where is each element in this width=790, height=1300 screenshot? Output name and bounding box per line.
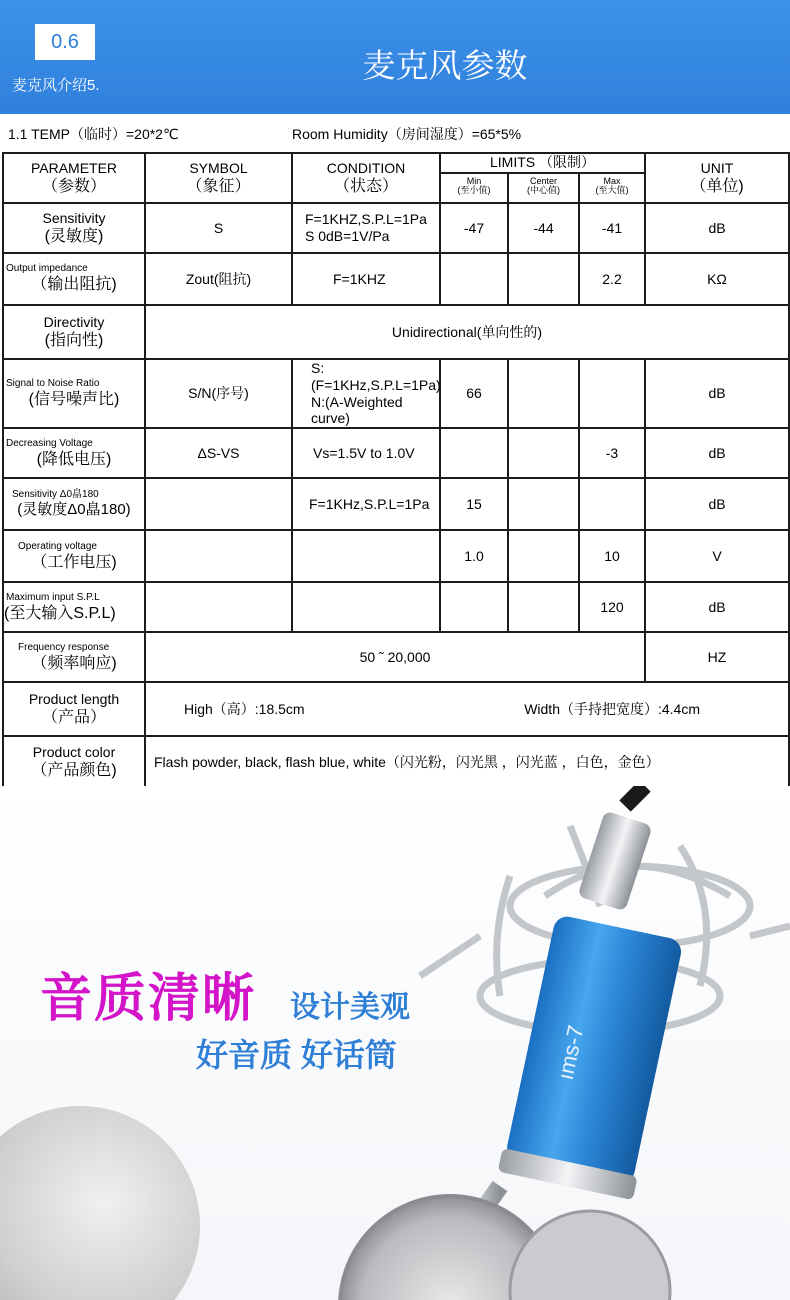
param-cn: （频率响应): [31, 654, 117, 672]
header-condition-en: CONDITION: [326, 160, 406, 176]
header-symbol-en: SYMBOL: [189, 160, 248, 176]
param-cell: [3, 582, 145, 632]
center-cell: [508, 582, 579, 632]
unit-cell: dB: [645, 478, 789, 530]
mic-brand-label: ıms-7: [552, 1023, 589, 1083]
max-cell: [579, 359, 645, 428]
condition-cell: [292, 203, 440, 253]
unit-cell: dB: [645, 582, 789, 632]
header-limits-title: LIMITS （限制）: [441, 154, 644, 174]
param-cell: [3, 203, 145, 253]
param-en: Sensitivity: [42, 210, 106, 226]
param-cn: (信号噪声比): [28, 391, 120, 408]
header-condition-cn: （状态）: [333, 177, 398, 195]
condition-line: S:(F=1KHz,S.P.L=1Pa): [311, 360, 441, 393]
condition-line: S 0dB=1V/Pa: [305, 228, 390, 244]
param-cell: [3, 253, 145, 305]
param-cell: [3, 530, 145, 582]
symbol-cell: S: [145, 203, 292, 253]
param-cell: [3, 632, 145, 682]
table-row-max-input-spl: [3, 582, 789, 632]
param-en: Product color: [32, 744, 116, 761]
condition-line: F=1KHz,S.P.L=1Pa: [309, 495, 430, 512]
param-cell: [3, 428, 145, 478]
header-symbol: [145, 153, 292, 203]
header-banner: [0, 0, 790, 114]
cable-icon: [625, 786, 645, 806]
param-cn: (灵敏度): [44, 227, 104, 245]
header-center-en: Center: [529, 176, 557, 186]
header-center: [509, 174, 580, 202]
condition-line: F=1KHZ: [333, 270, 386, 287]
header-max-en: Max: [603, 176, 621, 186]
min-cell: [440, 253, 508, 305]
header-min-cn: (至小值): [457, 185, 491, 196]
param-cn: （工作电压): [31, 553, 117, 571]
section-badge: 0.6: [35, 24, 95, 60]
condition-cell: [292, 359, 440, 428]
param-en: Decreasing Voltage: [6, 437, 93, 449]
center-cell: [508, 530, 579, 582]
header-symbol-cn: （象征）: [186, 177, 251, 195]
header-min-en: Min: [466, 176, 482, 186]
table-row-product-length: [3, 682, 789, 736]
param-cn: （产品颜色): [31, 761, 117, 779]
condition-cell: [292, 530, 440, 582]
merged-value-cell: 50 ˜ 20,000: [145, 632, 645, 682]
center-cell: -44: [508, 203, 579, 253]
param-cn: （产品）: [41, 708, 106, 726]
headline: 音质清晰: [40, 970, 257, 1028]
length-width: Width（手持把宽度）:4.4cm: [524, 700, 700, 717]
spec-table: [2, 152, 790, 789]
header-min: [441, 174, 509, 202]
table-row-product-color: [3, 736, 789, 788]
center-cell: [508, 428, 579, 478]
param-cn: (灵敏度Δ0皛180): [17, 501, 131, 519]
slogan: 好音质 好话筒: [196, 1037, 397, 1073]
xlr-connector: [577, 810, 652, 911]
unit-cell: HZ: [645, 632, 789, 682]
symbol-cell: S/N(序号): [145, 359, 292, 428]
symbol-cell: [145, 582, 292, 632]
min-cell: 1.0: [440, 530, 508, 582]
table-row-operating-voltage: [3, 530, 789, 582]
temperature-note: 1.1 TEMP（临时）=20*2℃: [8, 126, 179, 142]
condition-line: F=1KHZ,S.P.L=1Pa: [305, 211, 427, 228]
param-cell: [3, 305, 145, 359]
page-title: 麦克风参数: [362, 47, 528, 84]
decorative-blob: [0, 1106, 200, 1300]
param-en: Product length: [28, 691, 120, 708]
table-row-output-impedance: [3, 253, 789, 305]
mesh-grille: [510, 1211, 670, 1300]
param-cn: （输出阻抗): [31, 276, 117, 294]
param-en: Output impedance: [6, 263, 88, 275]
header-max: [580, 174, 644, 202]
table-header-row: [3, 153, 789, 203]
min-cell: 15: [440, 478, 508, 530]
mic-body: [498, 913, 688, 1200]
table-row-sensitivity-delta: [3, 478, 789, 530]
humidity-note: Room Humidity（房间湿度）=65*5%: [292, 126, 522, 142]
length-values-cell: [145, 682, 789, 736]
param-en: Frequency response: [18, 641, 110, 653]
promo-section: [0, 786, 790, 1300]
unit-cell: dB: [645, 428, 789, 478]
header-unit: [645, 153, 789, 203]
headline-secondary: 设计美观: [290, 991, 410, 1024]
min-cell: -47: [440, 203, 508, 253]
table-row-sensitivity: [3, 203, 789, 253]
param-cell: [3, 478, 145, 530]
header-center-cn: (中心值): [526, 185, 560, 196]
header-unit-en: UNIT: [700, 160, 734, 176]
header-limits-sub: [441, 174, 644, 202]
param-cell: [3, 736, 145, 788]
param-cell: [3, 359, 145, 428]
table-row-frequency-response: [3, 632, 789, 682]
table-row-decreasing-voltage: [3, 428, 789, 478]
table-row-directivity: [3, 305, 789, 359]
param-en: Maximum input S.P.L: [6, 591, 100, 603]
max-cell: 10: [579, 530, 645, 582]
header-parameter-en: PARAMETER: [30, 160, 118, 176]
condition-cell: [292, 582, 440, 632]
center-cell: [508, 359, 579, 428]
max-cell: 2.2: [579, 253, 645, 305]
table-row-snr: [3, 359, 789, 428]
merged-value-cell: Unidirectional(单向性的): [145, 305, 789, 359]
param-en: Directivity: [43, 314, 105, 330]
header-parameter-cn: （参数）: [41, 177, 106, 195]
max-cell: -3: [579, 428, 645, 478]
condition-cell: [292, 253, 440, 305]
header-condition: [292, 153, 440, 203]
condition-cell: [292, 478, 440, 530]
unit-cell: V: [645, 530, 789, 582]
section-subtitle: 麦克风介绍5.: [12, 77, 100, 94]
symbol-cell: [145, 530, 292, 582]
unit-cell: dB: [645, 203, 789, 253]
condition-cell: [292, 428, 440, 478]
param-en: Sensitivity Δ0皛180: [12, 489, 99, 501]
min-cell: 66: [440, 359, 508, 428]
param-cell: [3, 682, 145, 736]
param-cn: (指向性): [44, 331, 104, 349]
center-cell: [508, 478, 579, 530]
max-cell: -41: [579, 203, 645, 253]
condition-line: N:(A-Weighted curve): [311, 393, 403, 427]
max-cell: 120: [579, 582, 645, 632]
header-max-cn: (至大值): [595, 185, 629, 196]
symbol-cell: [145, 478, 292, 530]
param-cn: (至大输入S.P.L): [4, 604, 116, 622]
condition-line: Vs=1.5V to 1.0V: [313, 444, 415, 461]
unit-cell: dB: [645, 359, 789, 428]
param-en: Signal to Noise Ratio: [6, 378, 100, 389]
header-unit-cn: （单位): [690, 177, 744, 195]
center-cell: [508, 253, 579, 305]
header-parameter: [3, 153, 145, 203]
max-cell: [579, 478, 645, 530]
header-limits: [440, 153, 645, 203]
param-cn: (降低电压): [36, 450, 112, 468]
symbol-cell: Zout(阻抗): [145, 253, 292, 305]
min-cell: [440, 582, 508, 632]
symbol-cell: ΔS-VS: [145, 428, 292, 478]
unit-cell: KΩ: [645, 253, 789, 305]
length-high: High（高）:18.5cm: [184, 700, 305, 717]
color-value-cell: Flash powder, black, flash blue, white（闪光粉，闪光黑 ，闪光蓝 ，白色，金色）: [145, 736, 789, 788]
min-cell: [440, 428, 508, 478]
param-en: Operating voltage: [18, 540, 97, 552]
